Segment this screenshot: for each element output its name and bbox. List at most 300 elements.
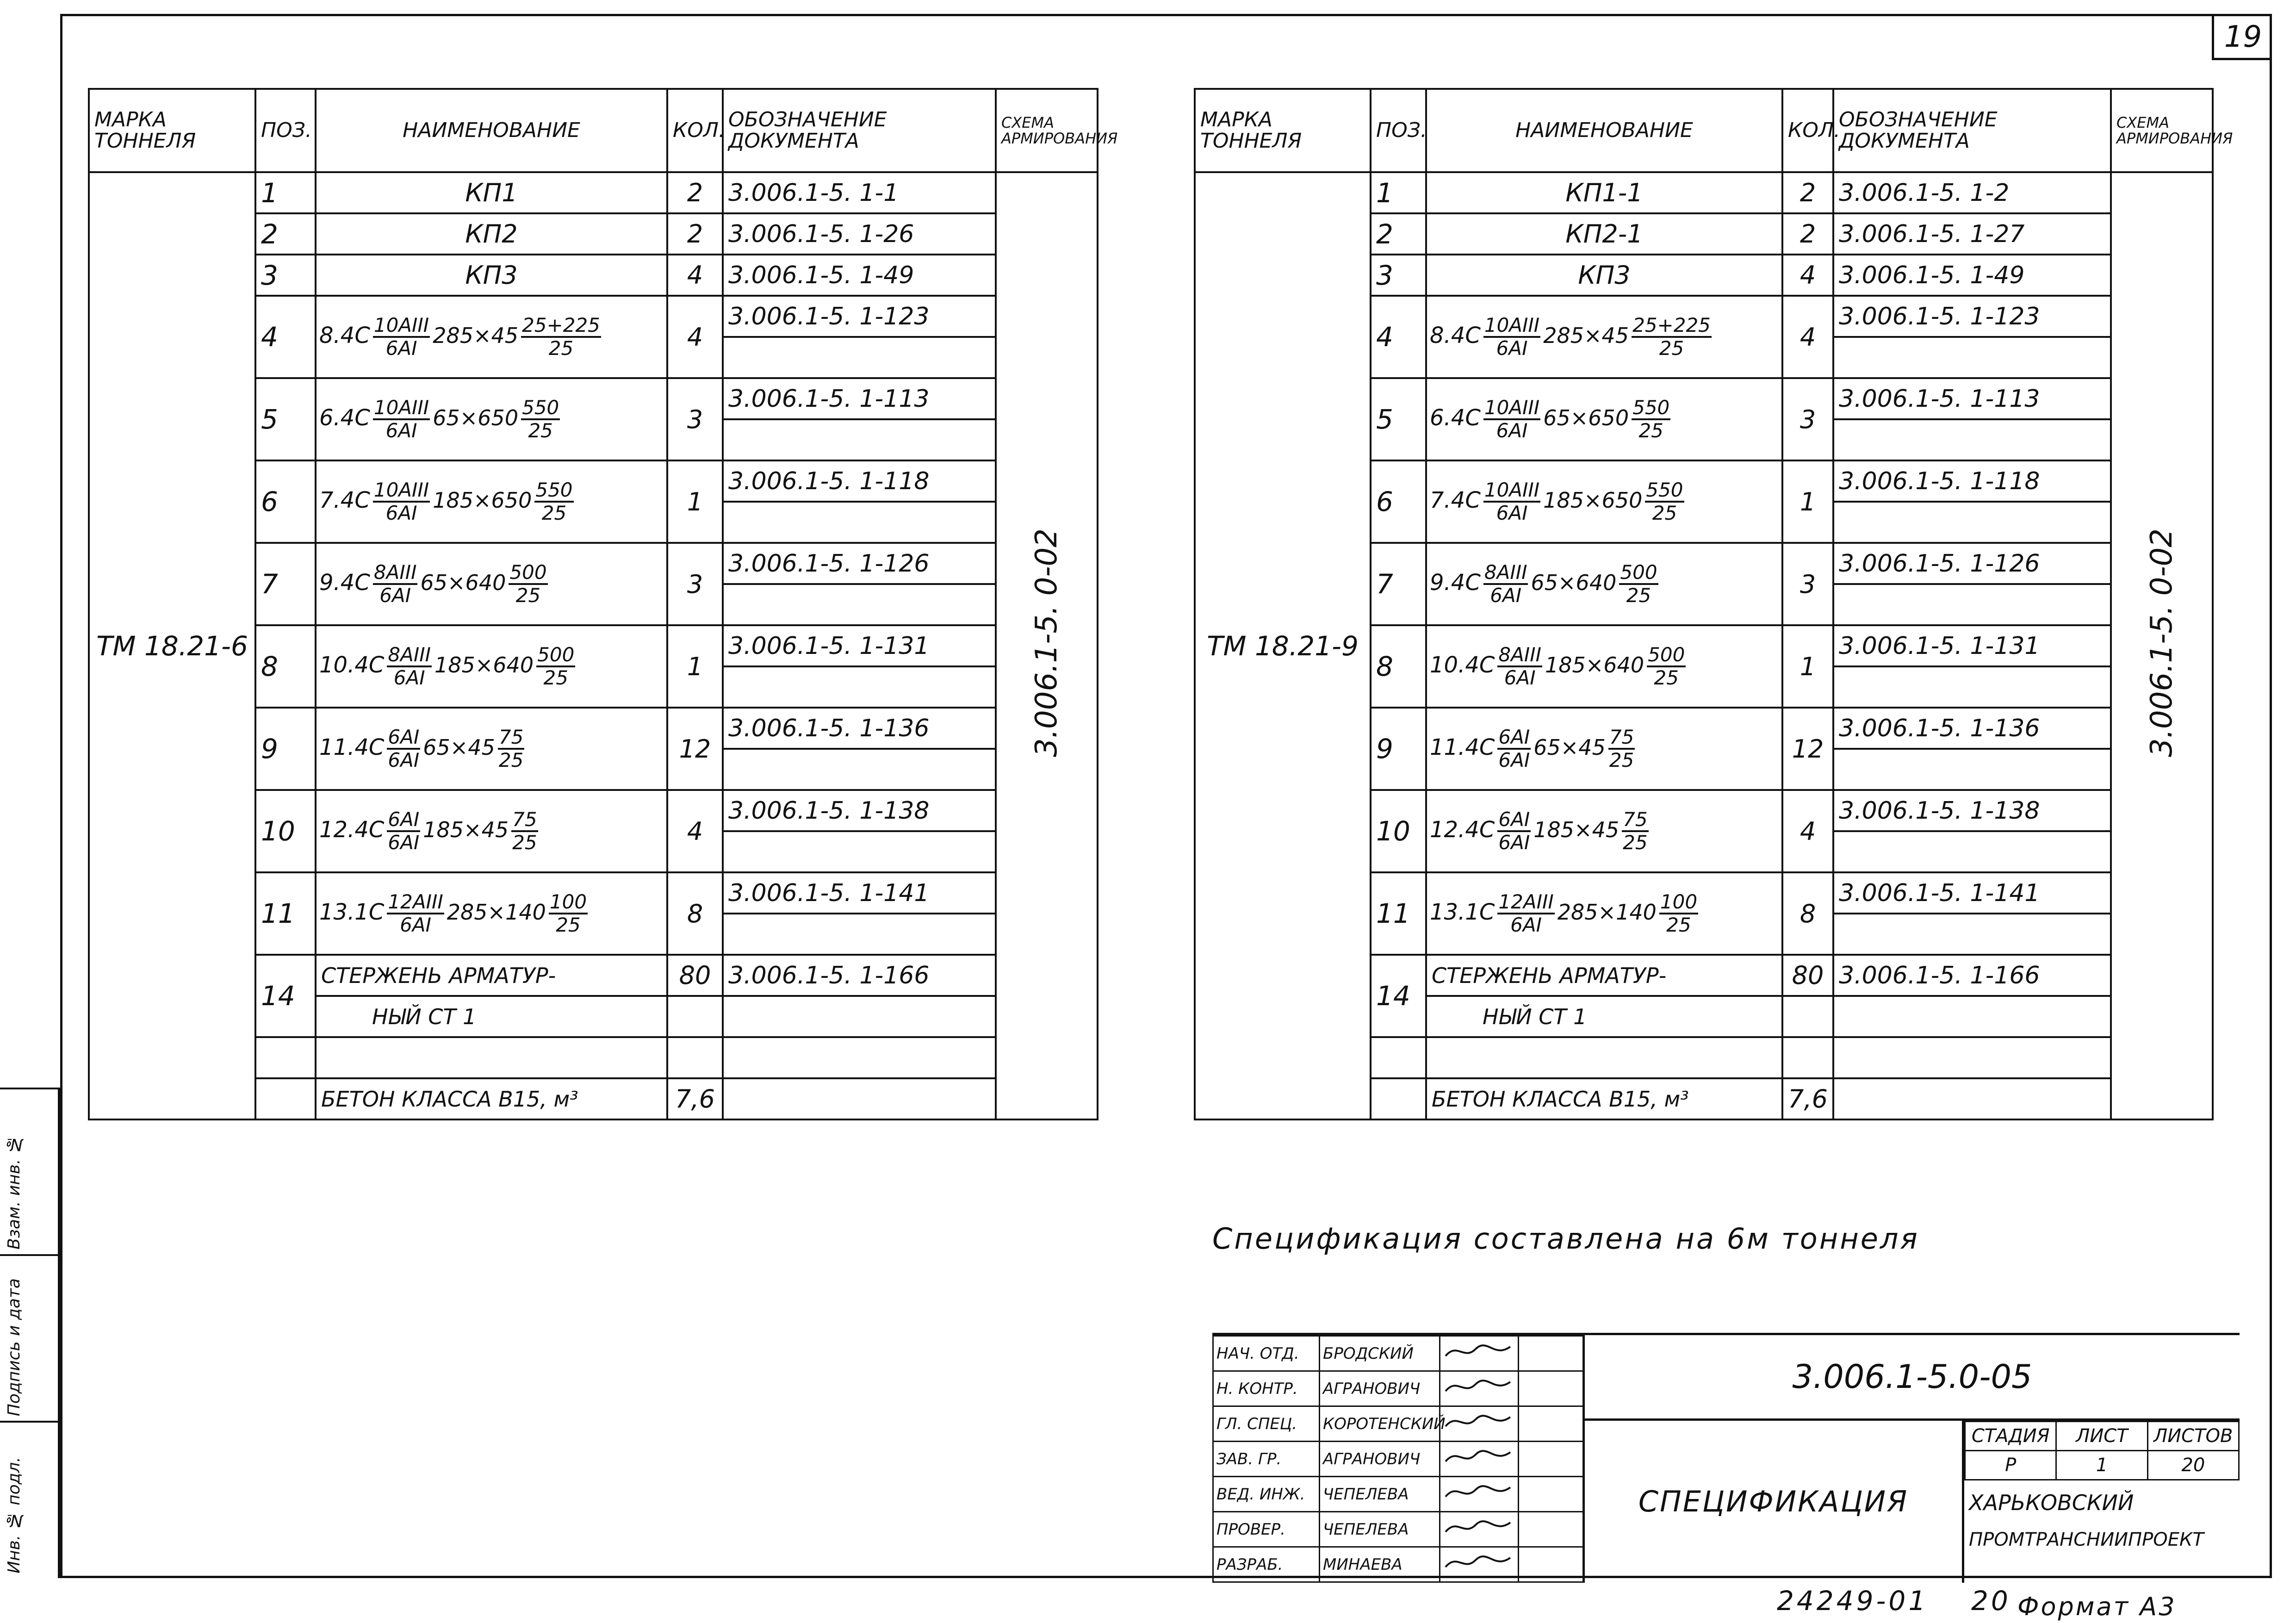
item-name xyxy=(1426,708,1782,790)
item-name xyxy=(316,790,667,872)
rebar-fraction xyxy=(1497,809,1531,853)
item-quantity: 1 xyxy=(667,625,723,708)
signature-name: АГРАНОВИЧ xyxy=(1320,1371,1440,1406)
position-number: 8 xyxy=(255,625,316,708)
sheet-label: ЛИСТ xyxy=(2056,1422,2147,1451)
empty-cell xyxy=(1833,666,2111,708)
empty-cell xyxy=(1782,1037,1833,1078)
document-reference: 3.006.1-5. 1-113 xyxy=(1833,378,2111,419)
table-row xyxy=(1195,172,2213,213)
item-name xyxy=(1426,543,1782,625)
signature-row xyxy=(1213,1371,1583,1406)
spacing-bottom: 25 xyxy=(498,749,524,771)
signature-date xyxy=(1519,1406,1583,1442)
signature-name: ЧЕПЕЛЕВА xyxy=(1320,1512,1440,1547)
mesh-dimensions: 285×45 xyxy=(433,323,519,348)
mesh-mark: 9.4С xyxy=(1430,570,1481,596)
signature-table xyxy=(1212,1335,1584,1583)
item-name xyxy=(316,625,667,708)
mesh-dimensions: 285×140 xyxy=(1557,900,1657,925)
item-name: КП2 xyxy=(316,213,667,255)
rebar-transverse: 6АI xyxy=(388,831,420,854)
title-block xyxy=(1212,1333,2240,1583)
rebar-longitudinal: 8АIII xyxy=(1483,562,1528,585)
mesh-mark: 11.4С xyxy=(1430,734,1495,760)
position-number: 4 xyxy=(255,296,316,378)
signature-role: ЗАВ. ГР. xyxy=(1213,1442,1320,1477)
spacing-fraction xyxy=(1632,315,1712,359)
signature-date xyxy=(1519,1477,1583,1512)
spacing-fraction xyxy=(1632,397,1670,442)
rebar-transverse: 6АI xyxy=(1504,666,1536,689)
rebar-transverse: 6АI xyxy=(1496,502,1528,524)
tunnel-brand: ТМ 18.21-6 xyxy=(89,172,255,1119)
signature-row xyxy=(1213,1442,1583,1477)
spacing-top: 500 xyxy=(509,562,547,585)
position-number: 14 xyxy=(1371,955,1426,1037)
header-qty: КОЛ. xyxy=(667,89,723,172)
document-reference: 3.006.1-5. 1-136 xyxy=(1833,708,2111,749)
rebar-longitudinal: 10АIII xyxy=(1483,479,1540,503)
reinforcement-scheme xyxy=(996,172,1098,1119)
rebar-fraction xyxy=(1497,891,1554,936)
header-pos: ПОЗ. xyxy=(255,89,316,172)
item-quantity: 12 xyxy=(667,708,723,790)
mesh-dimensions: 65×45 xyxy=(1533,735,1606,760)
signature-scribble-icon xyxy=(1443,1551,1513,1574)
document-reference: 3.006.1-5. 1-131 xyxy=(1833,625,2111,666)
scheme-document: 3.006.1-5. 0-02 xyxy=(1030,528,1064,758)
item-name: КП1 xyxy=(316,172,667,213)
spacing-bottom: 25 xyxy=(1609,749,1634,771)
signature-scribble-icon xyxy=(1443,1516,1513,1539)
rebar-transverse: 6АI xyxy=(1496,419,1528,442)
spacing-bottom: 25 xyxy=(548,337,574,360)
rebar-longitudinal: 10АIII xyxy=(1483,315,1540,338)
rebar-longitudinal: 6АI xyxy=(1497,809,1531,832)
rebar-longitudinal: 10АIII xyxy=(373,315,430,338)
signature-row xyxy=(1213,1336,1583,1371)
document-reference: 3.006.1-5. 1-118 xyxy=(723,460,996,502)
empty-cell xyxy=(1426,1037,1782,1078)
rebar-longitudinal: 8АIII xyxy=(373,562,418,585)
item-name: КП2-1 xyxy=(1426,213,1782,255)
document-reference: 3.006.1-5. 1-123 xyxy=(723,296,996,337)
spacing-top: 75 xyxy=(511,809,538,832)
spacing-fraction xyxy=(534,479,573,524)
spacing-bottom: 25 xyxy=(515,584,541,607)
item-quantity: 3 xyxy=(1782,378,1833,460)
rebar-longitudinal: 6АI xyxy=(1497,727,1531,750)
item-name xyxy=(1426,872,1782,955)
item-quantity: 1 xyxy=(1782,460,1833,543)
stage-label: СТАДИЯ xyxy=(1965,1422,2056,1451)
spacing-top: 25+225 xyxy=(521,315,601,338)
item-quantity: 8 xyxy=(667,872,723,955)
spacing-top: 75 xyxy=(498,727,524,750)
spacing-bottom: 25 xyxy=(528,419,553,442)
signature-mark xyxy=(1440,1512,1519,1547)
spacing-bottom: 25 xyxy=(512,831,537,854)
rebar-fraction xyxy=(1483,562,1528,606)
rebar-transverse: 6АI xyxy=(385,337,417,360)
item-quantity: 2 xyxy=(1782,172,1833,213)
signature-role: НАЧ. ОТД. xyxy=(1213,1336,1320,1371)
mesh-mark: 13.1С xyxy=(1430,899,1495,925)
rebar-fraction xyxy=(373,479,430,524)
spacing-fraction xyxy=(498,727,524,771)
spacing-fraction xyxy=(511,809,538,853)
mesh-mark: 10.4С xyxy=(1430,652,1495,678)
mesh-dimensions: 285×140 xyxy=(447,900,546,925)
empty-cell xyxy=(1833,831,2111,872)
spacing-top: 500 xyxy=(536,644,575,667)
item-quantity: 8 xyxy=(1782,872,1833,955)
document-reference: 3.006.1-5. 1-126 xyxy=(723,543,996,584)
signature-name: БРОДСКИЙ xyxy=(1320,1336,1440,1371)
org-line-1: ХАРЬКОВСКИЙ xyxy=(1969,1490,2134,1515)
empty-cell xyxy=(723,666,996,708)
spacing-top: 500 xyxy=(1647,644,1686,667)
rebar-transverse: 6АI xyxy=(385,419,417,442)
rebar-longitudinal: 8АIII xyxy=(1497,644,1542,667)
document-reference: 3.006.1-5. 1-138 xyxy=(723,790,996,831)
mesh-dimensions: 185×650 xyxy=(1543,488,1643,513)
position-number: 6 xyxy=(1371,460,1426,543)
signature-scribble-icon xyxy=(1443,1340,1513,1363)
spacing-top: 100 xyxy=(1659,891,1698,914)
signature-scribble-icon xyxy=(1443,1375,1513,1398)
rebar-fraction xyxy=(373,315,430,359)
spacing-fraction xyxy=(1659,891,1698,936)
rebar-transverse: 6АI xyxy=(1498,749,1530,771)
header-qty: КОЛ. xyxy=(1782,89,1833,172)
position-number: 5 xyxy=(255,378,316,460)
rebar-fraction xyxy=(387,809,420,853)
spacing-top: 500 xyxy=(1619,562,1658,585)
empty-cell xyxy=(723,996,996,1037)
signature-scribble-icon xyxy=(1443,1410,1513,1433)
mesh-mark: 12.4С xyxy=(1430,817,1495,843)
header-name: НАИМЕНОВАНИЕ xyxy=(1426,89,1782,172)
signature-mark xyxy=(1440,1336,1519,1371)
mesh-mark: 7.4С xyxy=(319,487,370,513)
rebar-fraction xyxy=(387,891,444,936)
spacing-bottom: 25 xyxy=(1659,337,1684,360)
signature-row xyxy=(1213,1512,1583,1547)
document-title: СПЕЦИФИКАЦИЯ xyxy=(1582,1421,1962,1583)
item-name xyxy=(1426,296,1782,378)
position-number: 7 xyxy=(255,543,316,625)
signature-role: ГЛ. СПЕЦ. xyxy=(1213,1406,1320,1442)
mesh-dimensions: 185×650 xyxy=(433,488,532,513)
concrete-name: БЕТОН КЛАССА В15, м³ xyxy=(316,1078,667,1119)
document-reference: 3.006.1-5. 1-27 xyxy=(1833,213,2111,255)
mesh-dimensions: 185×45 xyxy=(1533,817,1620,842)
empty-cell xyxy=(1782,996,1833,1037)
rebar-transverse: 6АI xyxy=(379,584,411,607)
spacing-bottom: 25 xyxy=(1666,914,1691,936)
spacing-fraction xyxy=(521,397,560,442)
rebar-transverse: 6АI xyxy=(1490,584,1522,607)
spec-table-left xyxy=(88,88,1118,1120)
item-quantity: 2 xyxy=(1782,213,1833,255)
item-name xyxy=(316,296,667,378)
document-reference: 3.006.1-5. 1-136 xyxy=(723,708,996,749)
spec-note: Спецификация составлена на 6м тоннеля xyxy=(1212,1222,1919,1256)
position-number: 4 xyxy=(1371,296,1426,378)
signature-name: КОРОТЕНСКИЙ xyxy=(1320,1406,1440,1442)
header-doc: ОБОЗНАЧЕНИЕ ДОКУМЕНТА xyxy=(723,89,996,172)
signature-date xyxy=(1519,1512,1583,1547)
document-reference: 3.006.1-5. 1-166 xyxy=(1833,955,2111,996)
document-reference: 3.006.1-5. 1-113 xyxy=(723,378,996,419)
document-reference: 3.006.1-5. 1-131 xyxy=(723,625,996,666)
rebar-longitudinal: 12АIII xyxy=(1497,891,1554,914)
mesh-dimensions: 65×650 xyxy=(1543,405,1629,430)
spacing-fraction xyxy=(1619,562,1658,606)
org-line-2: ПРОМТРАНСНИИПРОЕКТ xyxy=(1969,1529,2204,1550)
item-quantity: 4 xyxy=(667,790,723,872)
mesh-dimensions: 185×640 xyxy=(1545,653,1644,678)
spacing-top: 75 xyxy=(1608,727,1635,750)
mesh-dimensions: 65×640 xyxy=(420,570,506,595)
rebar-transverse: 6АI xyxy=(1496,337,1528,360)
signature-role: Н. КОНТР. xyxy=(1213,1371,1320,1406)
empty-cell xyxy=(667,996,723,1037)
rebar-fraction xyxy=(373,397,430,442)
empty-cell xyxy=(723,419,996,460)
rebar-fraction xyxy=(1497,727,1531,771)
mesh-dimensions: 185×45 xyxy=(423,817,509,842)
position-number: 3 xyxy=(255,255,316,296)
item-name-continued: НЫЙ СТ 1 xyxy=(1426,996,1782,1037)
empty-cell xyxy=(723,914,996,955)
archive-sheet: 20 xyxy=(1971,1585,2011,1617)
document-reference: 3.006.1-5. 1-126 xyxy=(1833,543,2111,584)
signature-date xyxy=(1519,1442,1583,1477)
position-number: 10 xyxy=(255,790,316,872)
position-number: 1 xyxy=(255,172,316,213)
header-name: НАИМЕНОВАНИЕ xyxy=(316,89,667,172)
empty-cell xyxy=(1371,1078,1426,1119)
signature-mark xyxy=(1440,1547,1519,1582)
document-reference: 3.006.1-5. 1-49 xyxy=(1833,255,2111,296)
rebar-transverse: 6АI xyxy=(1510,914,1542,936)
item-quantity: 4 xyxy=(1782,255,1833,296)
rebar-longitudinal: 6АI xyxy=(387,727,420,750)
spacing-bottom: 25 xyxy=(1638,419,1663,442)
rebar-fraction xyxy=(387,727,420,771)
header-scheme: СХЕМА АРМИРОВАНИЯ xyxy=(2111,89,2213,172)
rebar-fraction xyxy=(1483,479,1540,524)
signature-mark xyxy=(1440,1406,1519,1442)
rebar-transverse: 6АI xyxy=(1498,831,1530,854)
spacing-top: 550 xyxy=(1645,479,1684,503)
spacing-top: 100 xyxy=(549,891,588,914)
empty-cell xyxy=(723,502,996,543)
spacing-bottom: 25 xyxy=(543,666,568,689)
mesh-dimensions: 285×45 xyxy=(1543,323,1629,348)
signature-scribble-icon xyxy=(1443,1480,1513,1504)
rebar-fraction xyxy=(1497,644,1542,689)
spacing-top: 25+225 xyxy=(1632,315,1712,338)
signature-date xyxy=(1519,1336,1583,1371)
document-code: 3.006.1-5.0-05 xyxy=(1582,1335,2240,1421)
item-name xyxy=(316,543,667,625)
empty-cell xyxy=(255,1078,316,1119)
rebar-longitudinal: 10АIII xyxy=(1483,397,1540,420)
spacing-top: 75 xyxy=(1622,809,1648,832)
item-name xyxy=(316,460,667,543)
spacing-fraction xyxy=(1645,479,1684,524)
spacing-bottom: 25 xyxy=(1626,584,1651,607)
empty-cell xyxy=(1833,502,2111,543)
spacing-fraction xyxy=(536,644,575,689)
signature-name: МИНАЕВА xyxy=(1320,1547,1440,1582)
paper-format: Формат А3 xyxy=(2017,1592,2177,1621)
item-name xyxy=(1426,790,1782,872)
sheets-value: 20 xyxy=(2147,1451,2239,1480)
item-name: СТЕРЖЕНЬ АРМАТУР- xyxy=(316,955,667,996)
item-name xyxy=(1426,460,1782,543)
spacing-fraction xyxy=(509,562,547,606)
item-name: СТЕРЖЕНЬ АРМАТУР- xyxy=(1426,955,1782,996)
empty-cell xyxy=(1833,419,2111,460)
spacing-bottom: 25 xyxy=(556,914,581,936)
item-name: КП3 xyxy=(1426,255,1782,296)
mesh-mark: 13.1С xyxy=(319,899,385,925)
mesh-mark: 8.4С xyxy=(319,323,370,348)
mesh-dimensions: 185×640 xyxy=(434,653,534,678)
empty-cell xyxy=(1833,1078,2111,1119)
empty-cell xyxy=(1371,1037,1426,1078)
rebar-transverse: 6АI xyxy=(385,502,417,524)
signature-date xyxy=(1519,1547,1583,1582)
empty-cell xyxy=(723,584,996,625)
item-quantity: 1 xyxy=(667,460,723,543)
spacing-top: 550 xyxy=(521,397,560,420)
mesh-mark: 12.4С xyxy=(319,817,385,843)
signature-name: АГРАНОВИЧ xyxy=(1320,1442,1440,1477)
rebar-transverse: 6АI xyxy=(393,666,425,689)
rebar-longitudinal: 10АIII xyxy=(373,397,430,420)
spacing-fraction xyxy=(549,891,588,936)
empty-cell xyxy=(667,1037,723,1078)
mesh-mark: 9.4С xyxy=(319,570,370,596)
reinforcement-scheme xyxy=(2111,172,2213,1119)
signature-mark xyxy=(1440,1477,1519,1512)
spacing-bottom: 25 xyxy=(1652,502,1677,524)
empty-cell xyxy=(1833,337,2111,378)
empty-cell xyxy=(316,1037,667,1078)
rebar-fraction xyxy=(373,562,418,606)
position-number: 6 xyxy=(255,460,316,543)
empty-cell xyxy=(1833,584,2111,625)
item-quantity: 2 xyxy=(667,172,723,213)
archive-sidebar xyxy=(0,1088,60,1578)
rebar-transverse: 6АI xyxy=(388,749,420,771)
mesh-dimensions: 65×45 xyxy=(423,735,495,760)
stage-value: Р xyxy=(1965,1451,2056,1480)
item-quantity: 4 xyxy=(667,296,723,378)
stage-info xyxy=(1962,1421,2240,1583)
concrete-volume: 7,6 xyxy=(1782,1078,1833,1119)
sidebar-label-2: Подпись и дата xyxy=(5,1278,24,1416)
header-doc: ОБОЗНАЧЕНИЕ ДОКУМЕНТА xyxy=(1833,89,2111,172)
mesh-mark: 7.4С xyxy=(1430,487,1481,513)
sheet-value: 1 xyxy=(2056,1451,2147,1480)
empty-cell xyxy=(255,1037,316,1078)
item-name xyxy=(1426,378,1782,460)
position-number: 1 xyxy=(1371,172,1426,213)
document-reference: 3.006.1-5. 1-123 xyxy=(1833,296,2111,337)
item-quantity: 3 xyxy=(1782,543,1833,625)
document-reference: 3.006.1-5. 1-141 xyxy=(1833,872,2111,914)
rebar-fraction xyxy=(1483,397,1540,442)
organization xyxy=(1964,1480,2240,1562)
item-quantity: 1 xyxy=(1782,625,1833,708)
mesh-mark: 11.4С xyxy=(319,734,385,760)
mesh-mark: 8.4С xyxy=(1430,323,1481,348)
rebar-longitudinal: 12АIII xyxy=(387,891,444,914)
document-reference: 3.006.1-5. 1-1 xyxy=(723,172,996,213)
mesh-dimensions: 65×640 xyxy=(1531,570,1617,595)
mesh-mark: 6.4С xyxy=(319,405,370,431)
rebar-transverse: 6АI xyxy=(400,914,431,936)
item-name-continued: НЫЙ СТ 1 xyxy=(316,996,667,1037)
position-number: 8 xyxy=(1371,625,1426,708)
signature-mark xyxy=(1440,1442,1519,1477)
signature-row xyxy=(1213,1547,1583,1582)
mesh-dimensions: 65×650 xyxy=(433,405,519,430)
item-name xyxy=(1426,625,1782,708)
rebar-longitudinal: 6АI xyxy=(387,809,420,832)
table-row xyxy=(89,172,1098,213)
document-reference: 3.006.1-5. 1-138 xyxy=(1833,790,2111,831)
position-number: 9 xyxy=(1371,708,1426,790)
signature-name: ЧЕПЕЛЕВА xyxy=(1320,1477,1440,1512)
position-number: 5 xyxy=(1371,378,1426,460)
spacing-fraction xyxy=(521,315,601,359)
empty-cell xyxy=(1833,914,2111,955)
concrete-volume: 7,6 xyxy=(667,1078,723,1119)
header-brand: МАРКА ТОННЕЛЯ xyxy=(1195,89,1371,172)
spacing-top: 550 xyxy=(1632,397,1670,420)
mesh-mark: 6.4С xyxy=(1430,405,1481,431)
mesh-mark: 10.4С xyxy=(319,652,385,678)
spacing-bottom: 25 xyxy=(541,502,567,524)
signature-date xyxy=(1519,1371,1583,1406)
sheets-label: ЛИСТОВ xyxy=(2147,1422,2239,1451)
empty-cell xyxy=(723,1037,996,1078)
empty-cell xyxy=(723,337,996,378)
item-name xyxy=(316,708,667,790)
position-number: 11 xyxy=(1371,872,1426,955)
item-quantity: 4 xyxy=(1782,790,1833,872)
empty-cell xyxy=(1833,996,2111,1037)
signature-scribble-icon xyxy=(1443,1445,1513,1468)
empty-cell xyxy=(723,1078,996,1119)
document-reference: 3.006.1-5. 1-26 xyxy=(723,213,996,255)
rebar-fraction xyxy=(387,644,432,689)
document-reference: 3.006.1-5. 1-49 xyxy=(723,255,996,296)
archive-number: 24249-01 xyxy=(1777,1585,1929,1617)
sheet-number: 19 xyxy=(2212,14,2272,60)
spec-table-right xyxy=(1194,88,2233,1120)
document-reference: 3.006.1-5. 1-118 xyxy=(1833,460,2111,502)
header-scheme: СХЕМА АРМИРОВАНИЯ xyxy=(996,89,1098,172)
